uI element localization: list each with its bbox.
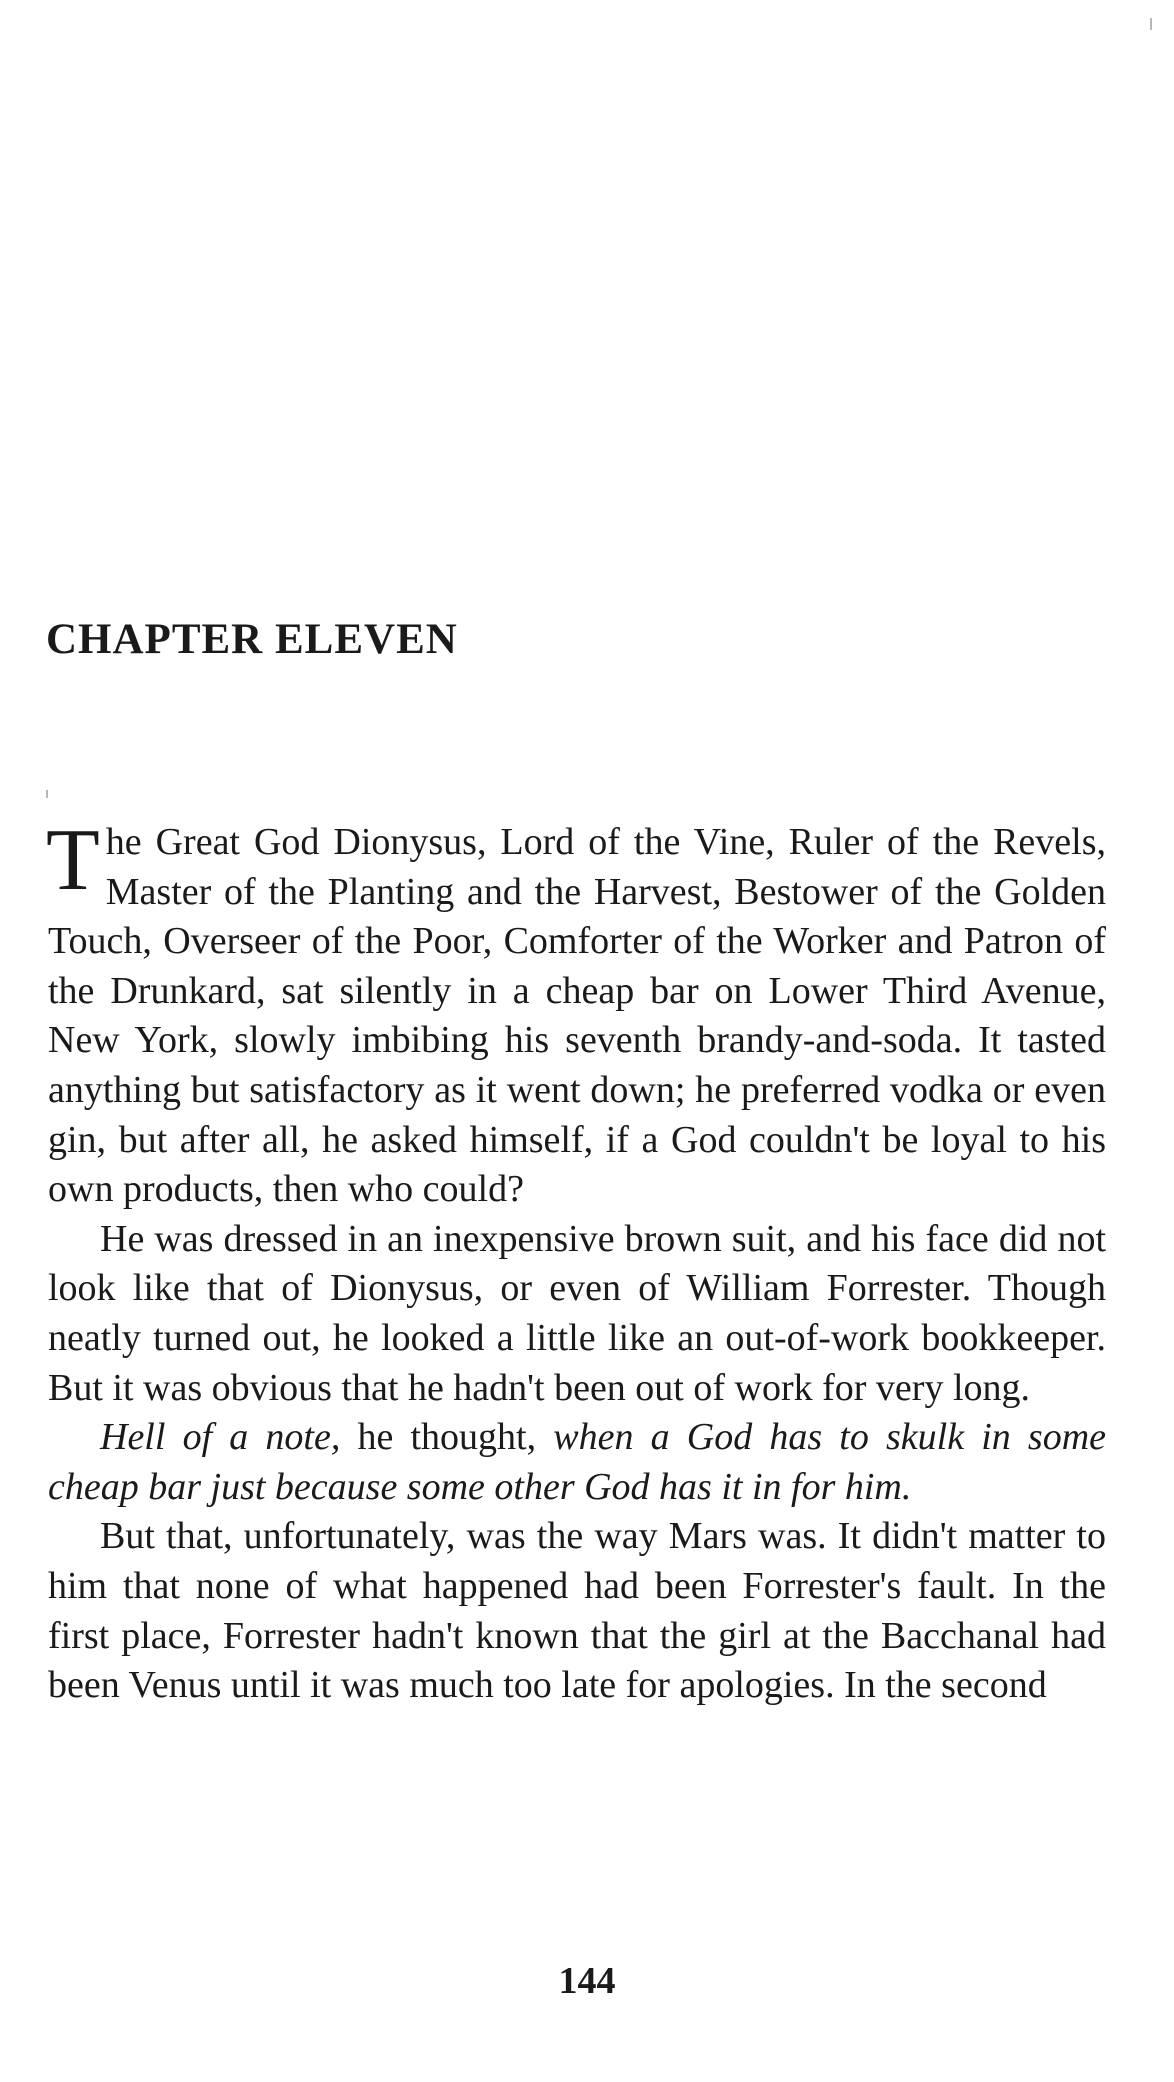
- paragraph-3-plain: he thought,: [340, 1416, 554, 1459]
- paragraph-1-text: he Great God Dionysus, Lord of the Vine, Ruler of the Revels, Master of the Planting and the Harvest, Bestower of the Golden Touch, Overseer of the Poor, Comforter of the Worker and Patron of the Drunkard, sat silently in a cheap bar on Lower Third Avenue, New York, slowly imbibing his seventh brandy-and-soda. It tasted anything but satisfactory as it went down; he preferred vodka or even gin, but after all, he asked himself, if a God couldn't be loyal to his own products, then who could?: [48, 821, 1106, 1211]
- page-number: 144: [558, 1960, 616, 2002]
- paragraph-4-text: But that, unfortunately, was the way Mars was. It didn't matter to him that none of what happened had been Forrester's fault. In the first place, Forrester hadn't known that the girl at the Bacchanal had been Venus until it was much too late for apologies. In the second: [48, 1515, 1106, 1707]
- chapter-body: [46, 812, 1107, 1711]
- paragraph-3-italic-thought: when a God has to skulk in some cheap bar just because some other God has it in for him.: [48, 1416, 1107, 1508]
- scan-mark-top-right: [1150, 18, 1152, 30]
- paragraph-3: [48, 1413, 1106, 1512]
- paragraph-3-italic-phrase: Hell of a note,: [100, 1416, 341, 1459]
- paragraph-2: [48, 1215, 1106, 1413]
- paragraph-2-text: He was dressed in an inexpensive brown suit, and his face did not look like that of Dionysus, or even of William Forrester. Though neatly turned out, he looked a little like an out-of-work bookkeeper. But it was obvious that he hadn't been out of work for very long.: [48, 1217, 1106, 1409]
- drop-cap: T: [46, 812, 100, 909]
- paragraph-4: [48, 1512, 1106, 1710]
- chapter-title: CHAPTER ELEVEN: [46, 616, 458, 663]
- scan-mark-left: [46, 790, 48, 798]
- paragraph-1: [46, 812, 1106, 1215]
